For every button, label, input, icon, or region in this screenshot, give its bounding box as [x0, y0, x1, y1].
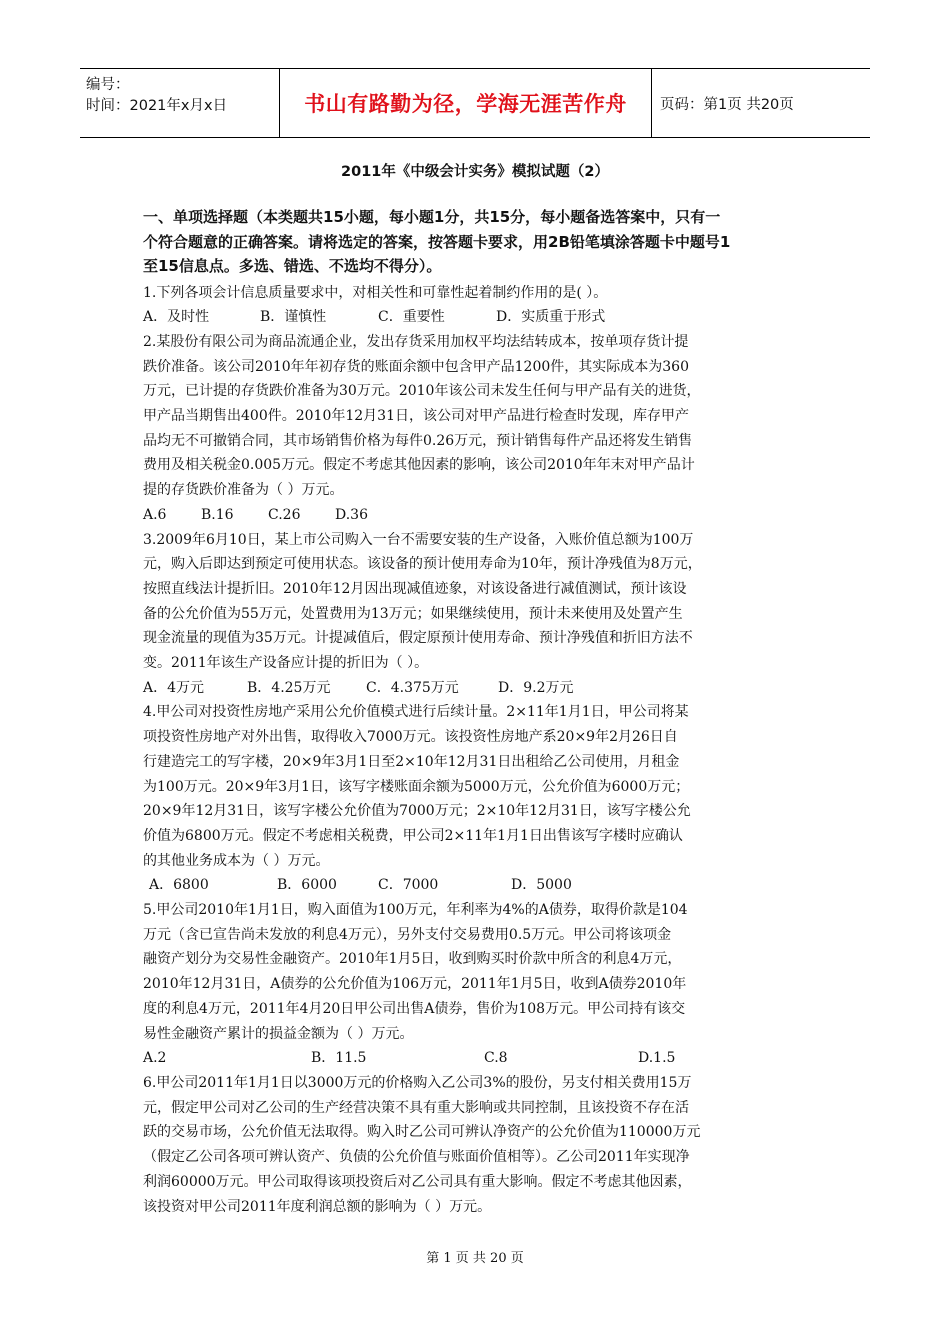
question-line: 备的公允价值为55万元，处置费用为13万元；如果继续使用，预计未来使用及处置产生 [143, 605, 683, 622]
motto: 书山有路勤为径，学海无涯苦作舟 [304, 92, 627, 116]
option-a: A．6800 [149, 877, 209, 894]
section-heading-line: 一、单项选择题（本类题共15小题，每小题1分，共15分，每小题备选答案中，只有一 [143, 208, 721, 226]
section-heading-line: 个符合题意的正确答案。请将选定的答案，按答题卡要求，用2B铅笔填涂答题卡中题号1 [143, 232, 731, 251]
question-line: 项投资性房地产对外出售，取得收入7000万元。该投资性房地产系20×9年2月26日自 [143, 729, 678, 746]
question-line: 元，购入后即达到预定可使用状态。该设备的预计使用寿命为10年，预计净残值为8万元， [143, 556, 702, 573]
section-heading-line: 至15信息点。多选、错选、不选均不得分）。 [143, 257, 442, 275]
question-2 [143, 330, 813, 528]
question-2-options [143, 503, 813, 528]
document-title: 2011年《中级会计实务》模拟试题（2） [341, 164, 609, 180]
question-5 [143, 898, 813, 1071]
question-line: 该投资对甲公司2011年度利润总额的影响为（ ）万元。 [143, 1198, 492, 1215]
question-line: 甲产品当期售出400件。2010年12月31日，该公司对甲产品进行检查时发现，库存甲产 [143, 408, 689, 425]
number-label: 编号： [86, 77, 130, 93]
option-d: D．9.2万元 [498, 679, 574, 696]
question-line: 万元，已计提的存货跌价准备为30万元。2010年该公司未发生任何与甲产品有关的进货， [143, 383, 701, 400]
question-line: 为100万元。20×9年3月1日，该写字楼账面余额为5000万元，公允价值为6000万元； [143, 778, 690, 795]
option-a: A．及时性 [143, 309, 210, 326]
question-4-options [143, 873, 813, 898]
question-line: 万元（含已宣告尚未发放的利息4万元），另外支付交易费用0.5万元。甲公司将该项金 [143, 926, 672, 943]
option-d: D.1.5 [638, 1050, 676, 1067]
option-b: B．谨慎性 [260, 309, 327, 326]
question-line: 变。2011年该生产设备应计提的折旧为（ ）。 [143, 655, 429, 672]
question-line: 现金流量的现值为35万元。计提减值后，假定原预计使用寿命、预计净残值和折旧方法不 [143, 630, 693, 647]
question-line: 跌价准备。该公司2010年年初存货的账面余额中包含甲产品1200件，其实际成本为360 [143, 358, 689, 375]
option-b: B．4.25万元 [247, 679, 331, 696]
question-line: 利润60000万元。甲公司取得该项投资后对乙公司具有重大影响。假定不考虑其他因素， [143, 1173, 692, 1190]
section-heading [143, 205, 813, 279]
question-line: 价值为6800万元。假定不考虑相关税费，甲公司2×11年1月1日出售该写字楼时应确认 [143, 827, 683, 844]
header-motto-cell [280, 69, 652, 137]
question-line: 行建造完工的写字楼，20×9年3月1日至2×10年12月31日出租给乙公司使用，月租金 [143, 753, 680, 770]
option-c: C．4.375万元 [366, 679, 459, 696]
option-b: B．11.5 [311, 1050, 367, 1067]
question-line: （假定乙公司各项可辨认资产、负债的公允价值与账面价值相等）。乙公司2011年实现净 [143, 1149, 690, 1166]
question-line: 费用及相关税金0.005万元。假定不考虑其他因素的影响，该公司2010年年末对甲产品计 [143, 457, 695, 474]
question-line: 2.某股份有限公司为商品流通企业，发出存货采用加权平均法结转成本，按单项存货计提 [143, 333, 689, 350]
question-line: 6.甲公司2011年1月1日以3000万元的价格购入乙公司3%的股份，另支付相关费用15万 [143, 1075, 692, 1091]
option-b: B.16 [201, 506, 234, 523]
question-line: 3.2009年6月10日，某上市公司购入一台不需要安装的生产设备，入账价值总额为100万 [143, 531, 694, 548]
question-6 [143, 1071, 813, 1219]
header-table [80, 68, 870, 138]
option-c: C.26 [268, 506, 301, 523]
header-meta [80, 69, 280, 137]
option-d: D.36 [335, 506, 368, 523]
question-4 [143, 700, 813, 898]
question-1-options [143, 305, 813, 330]
question-line: 5.甲公司2010年1月1日，购入面值为100万元，年利率为4%的A债券，取得价款是104 [143, 902, 688, 919]
question-line: 融资产划分为交易性金融资产。2010年1月5日，收到购买时价款中所含的利息4万元， [143, 951, 682, 968]
option-a: A.2 [143, 1050, 167, 1067]
question-line: 元，假定甲公司对乙公司的生产经营决策不具有重大影响或共同控制，且该投资不存在活 [143, 1099, 689, 1116]
option-d: D．实质重于形式 [496, 309, 606, 326]
question-line: 提的存货跌价准备为（ ）万元。 [143, 482, 344, 499]
question-line: 跃的交易市场，公允价值无法取得。购入时乙公司可辨认净资产的公允价值为110000万元 [143, 1124, 701, 1141]
option-c: C．7000 [378, 877, 439, 894]
page-footer: 第 1 页 共 20 页 [426, 1251, 524, 1266]
question-line: 易性金融资产累计的损益金额为（ ）万元。 [143, 1025, 414, 1042]
question-3 [143, 528, 813, 701]
option-b: B．6000 [277, 877, 337, 894]
question-line: 品均无不可撤销合同，其市场销售价格为每件0.26万元，预计销售每件产品还将发生销售 [143, 432, 693, 449]
page-info: 页码：第1页 共20页 [660, 96, 794, 113]
document-body [143, 205, 813, 1219]
option-c: C．重要性 [378, 309, 445, 326]
question-1 [143, 281, 813, 330]
question-line: 按照直线法计提折旧。2010年12月因出现减值迹象，对该设备进行减值测试，预计该设 [143, 580, 687, 597]
option-d: D．5000 [511, 877, 572, 894]
date-label: 时间：2021年x月x日 [86, 98, 228, 114]
question-line: 1.下列各项会计信息质量要求中，对相关性和可靠性起着制约作用的是( ）。 [143, 284, 608, 301]
option-a: A．4万元 [143, 679, 205, 696]
question-line: 的其他业务成本为（ ）万元。 [143, 852, 330, 869]
question-line: 20×9年12月31日，该写字楼公允价值为7000万元；2×10年12月31日，该写字楼公允 [143, 803, 691, 820]
question-5-options [143, 1046, 813, 1071]
header-page-cell [652, 69, 870, 137]
question-line: 2010年12月31日，A债券的公允价值为106万元，2011年1月5日，收到A债券2010年 [143, 976, 687, 993]
option-a: A.6 [143, 506, 167, 523]
question-line: 度的利息4万元，2011年4月20日甲公司出售A债券，售价为108万元。甲公司持有该交 [143, 1000, 686, 1017]
question-3-options [143, 676, 813, 701]
question-line: 4.甲公司对投资性房地产采用公允价值模式进行后续计量。2×11年1月1日，甲公司将某 [143, 704, 689, 721]
option-c: C.8 [484, 1050, 508, 1067]
